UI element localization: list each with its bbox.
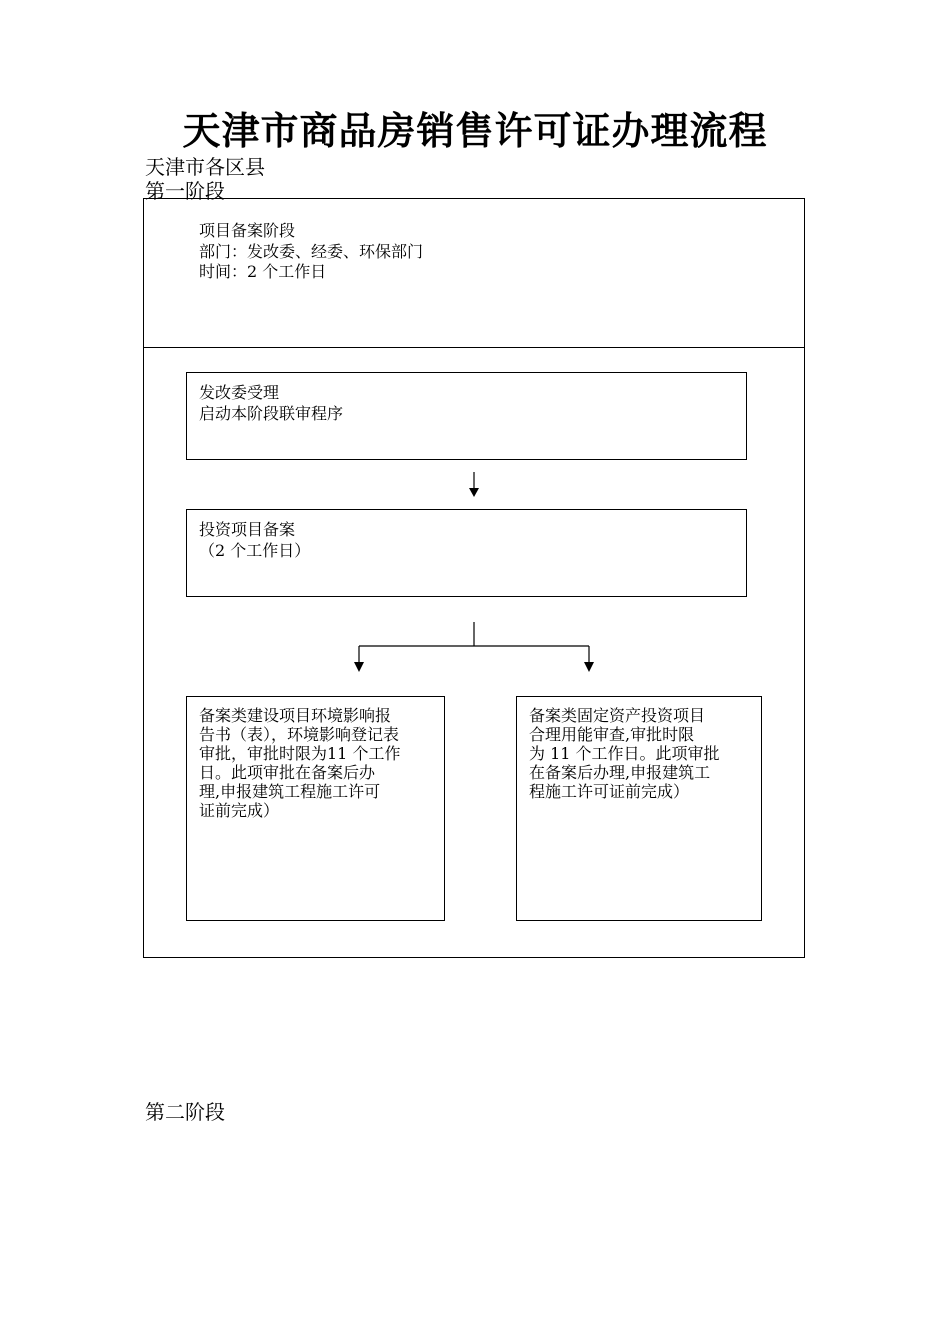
step-accept-line1: 发改委受理 [199, 383, 280, 402]
stage1-label: 第一阶段 [145, 179, 225, 203]
step-accept-box [186, 372, 747, 460]
step-accept-line2: 启动本阶段联审程序 [199, 404, 344, 423]
stage-time: 时间：2 个工作日 [199, 262, 327, 281]
energy-review-box [516, 696, 762, 921]
arrow-down-icon [464, 472, 484, 498]
env-approval-box [186, 696, 445, 921]
energy-review-text: 备案类固定资产投资项目 合理用能审查,审批时限 为 11 个工作日。此项审批 在备案后办理,申报建筑工 程施工许可证前完成） [529, 706, 720, 801]
branch-connector-icon [350, 620, 600, 675]
stage-departments: 部门：发改委、经委、环保部门 [199, 242, 424, 261]
stage-name: 项目备案阶段 [199, 221, 296, 240]
step-filing-line2: （2 个工作日） [199, 541, 311, 560]
step-filing-line1: 投资项目备案 [199, 520, 296, 539]
page-title: 天津市商品房销售许可证办理流程 [182, 108, 768, 153]
stage2-label: 第二阶段 [145, 1100, 225, 1124]
stage1-divider [143, 347, 805, 348]
region-label: 天津市各区县 [145, 155, 265, 179]
step-filing-box [186, 509, 747, 597]
env-approval-text: 备案类建设项目环境影响报 告书（表），环境影响登记表 审批，审批时限为11 个工作 日。此项审批在备案后办 理,申报建筑工程施工许可 证前完成） [199, 706, 401, 820]
